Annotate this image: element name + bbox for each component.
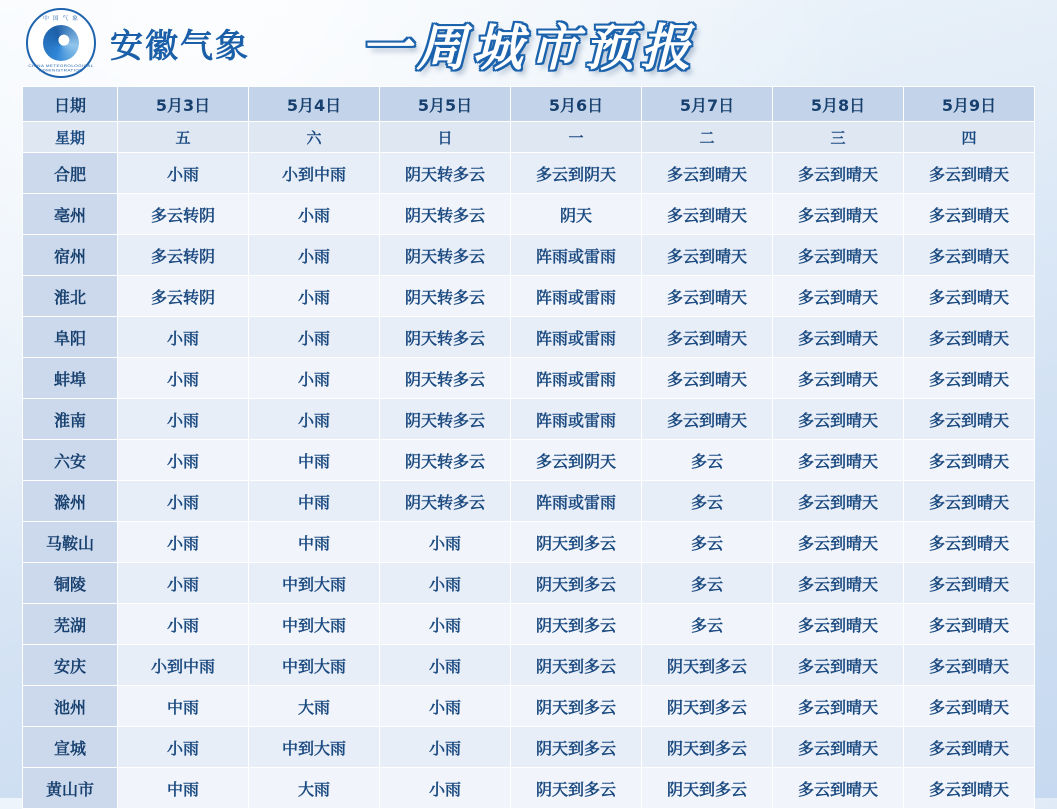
forecast-cell: 多云到晴天	[904, 563, 1035, 604]
table-row	[23, 522, 1035, 563]
forecast-cell: 多云到晴天	[904, 153, 1035, 194]
forecast-cell: 阴天到多云	[511, 768, 642, 809]
forecast-cell: 小雨	[118, 399, 249, 440]
forecast-cell: 多云到晴天	[773, 604, 904, 645]
forecast-cell: 多云	[642, 440, 773, 481]
forecast-cell: 小到中雨	[249, 153, 380, 194]
forecast-cell: 小雨	[249, 399, 380, 440]
forecast-cell: 阴天到多云	[511, 563, 642, 604]
forecast-cell: 大雨	[249, 768, 380, 809]
table-row	[23, 768, 1035, 809]
city-label: 滁州	[23, 481, 118, 522]
forecast-cell: 多云到阴天	[511, 153, 642, 194]
forecast-cell: 小雨	[249, 358, 380, 399]
city-label: 淮南	[23, 399, 118, 440]
forecast-cell: 多云到晴天	[773, 153, 904, 194]
date-header-6: 5月9日	[904, 87, 1035, 122]
forecast-cell: 多云到晴天	[773, 727, 904, 768]
forecast-cell: 多云到晴天	[904, 276, 1035, 317]
city-label: 亳州	[23, 194, 118, 235]
weekday-3: 一	[511, 122, 642, 153]
forecast-cell: 小到中雨	[118, 645, 249, 686]
table-row	[23, 645, 1035, 686]
forecast-cell: 阴天到多云	[511, 522, 642, 563]
forecast-cell: 阴天到多云	[511, 727, 642, 768]
forecast-cell: 多云到晴天	[773, 645, 904, 686]
weekday-5: 三	[773, 122, 904, 153]
forecast-cell: 多云	[642, 522, 773, 563]
forecast-cell: 多云转阴	[118, 194, 249, 235]
forecast-cell: 多云到阴天	[511, 440, 642, 481]
forecast-cell: 多云到晴天	[904, 440, 1035, 481]
forecast-cell: 中雨	[118, 686, 249, 727]
city-label: 池州	[23, 686, 118, 727]
forecast-cell: 多云到晴天	[773, 317, 904, 358]
forecast-cell: 多云	[642, 604, 773, 645]
city-label: 黄山市	[23, 768, 118, 809]
page-title: 一周城市预报	[360, 18, 697, 77]
forecast-cell: 中到大雨	[249, 727, 380, 768]
city-label: 宿州	[23, 235, 118, 276]
forecast-cell: 小雨	[380, 727, 511, 768]
forecast-cell: 多云到晴天	[904, 235, 1035, 276]
table-row	[23, 235, 1035, 276]
city-label: 马鞍山	[23, 522, 118, 563]
table-row	[23, 276, 1035, 317]
table-row	[23, 194, 1035, 235]
forecast-cell: 小雨	[118, 604, 249, 645]
city-label: 铜陵	[23, 563, 118, 604]
forecast-cell: 小雨	[249, 317, 380, 358]
table-row	[23, 358, 1035, 399]
forecast-cell: 小雨	[118, 727, 249, 768]
forecast-cell: 小雨	[118, 522, 249, 563]
forecast-table	[22, 86, 1035, 809]
forecast-cell: 多云到晴天	[904, 194, 1035, 235]
forecast-cell: 阴天转多云	[380, 317, 511, 358]
forecast-cell: 小雨	[118, 563, 249, 604]
logo-swirl-icon	[43, 25, 79, 61]
weekday-label: 星期	[23, 122, 118, 153]
table-row	[23, 481, 1035, 522]
forecast-cell: 多云到晴天	[904, 645, 1035, 686]
forecast-cell: 小雨	[380, 768, 511, 809]
forecast-cell: 阴天转多云	[380, 358, 511, 399]
forecast-cell: 多云到晴天	[904, 317, 1035, 358]
city-label: 阜阳	[23, 317, 118, 358]
table-row	[23, 604, 1035, 645]
forecast-cell: 阴天到多云	[642, 768, 773, 809]
date-header-2: 5月5日	[380, 87, 511, 122]
forecast-cell: 多云到晴天	[642, 399, 773, 440]
weekday-2: 日	[380, 122, 511, 153]
forecast-cell: 中到大雨	[249, 645, 380, 686]
forecast-cell: 阴天到多云	[511, 686, 642, 727]
forecast-cell: 阴天转多云	[380, 440, 511, 481]
forecast-cell: 多云到晴天	[904, 768, 1035, 809]
forecast-cell: 多云到晴天	[773, 440, 904, 481]
brand-name: 安徽气象	[110, 25, 250, 65]
cma-logo-icon	[26, 8, 96, 78]
forecast-cell: 阵雨或雷雨	[511, 481, 642, 522]
forecast-cell: 阴天转多云	[380, 194, 511, 235]
forecast-cell: 多云到晴天	[904, 522, 1035, 563]
forecast-cell: 阴天到多云	[511, 604, 642, 645]
table-row	[23, 686, 1035, 727]
forecast-cell: 小雨	[118, 481, 249, 522]
table-row	[23, 317, 1035, 358]
forecast-cell: 中雨	[118, 768, 249, 809]
forecast-cell: 阴天到多云	[642, 645, 773, 686]
forecast-cell: 小雨	[249, 235, 380, 276]
forecast-cell: 多云到晴天	[773, 399, 904, 440]
city-label: 六安	[23, 440, 118, 481]
forecast-cell: 阵雨或雷雨	[511, 317, 642, 358]
weekday-0: 五	[118, 122, 249, 153]
forecast-cell: 多云到晴天	[642, 317, 773, 358]
forecast-cell: 中到大雨	[249, 563, 380, 604]
forecast-cell: 大雨	[249, 686, 380, 727]
forecast-cell: 多云到晴天	[773, 194, 904, 235]
weekday-6: 四	[904, 122, 1035, 153]
forecast-cell: 小雨	[380, 645, 511, 686]
forecast-cell: 小雨	[380, 522, 511, 563]
city-label: 蚌埠	[23, 358, 118, 399]
city-label: 芜湖	[23, 604, 118, 645]
forecast-cell: 小雨	[380, 686, 511, 727]
forecast-cell: 阵雨或雷雨	[511, 235, 642, 276]
forecast-cell: 多云到晴天	[773, 235, 904, 276]
forecast-cell: 多云到晴天	[642, 153, 773, 194]
forecast-cell: 小雨	[118, 440, 249, 481]
forecast-cell: 小雨	[380, 563, 511, 604]
forecast-cell: 阴天到多云	[511, 645, 642, 686]
forecast-cell: 小雨	[380, 604, 511, 645]
forecast-cell: 多云到晴天	[642, 194, 773, 235]
forecast-cell: 阴天	[511, 194, 642, 235]
weekday-row	[23, 122, 1035, 153]
city-label: 安庆	[23, 645, 118, 686]
forecast-cell: 多云转阴	[118, 276, 249, 317]
forecast-cell: 中雨	[249, 440, 380, 481]
date-header-1: 5月4日	[249, 87, 380, 122]
forecast-cell: 多云转阴	[118, 235, 249, 276]
forecast-cell: 多云到晴天	[904, 481, 1035, 522]
forecast-cell: 小雨	[118, 317, 249, 358]
forecast-cell: 阴天转多云	[380, 153, 511, 194]
forecast-cell: 多云到晴天	[773, 276, 904, 317]
forecast-cell: 多云到晴天	[773, 481, 904, 522]
city-label: 合肥	[23, 153, 118, 194]
forecast-cell: 多云到晴天	[773, 563, 904, 604]
forecast-table-wrap	[0, 86, 1057, 809]
date-header-4: 5月7日	[642, 87, 773, 122]
forecast-cell: 阴天转多云	[380, 399, 511, 440]
forecast-cell: 多云到晴天	[904, 399, 1035, 440]
forecast-cell: 阴天到多云	[642, 686, 773, 727]
logo-ring-bottom-text: CHINA METEOROLOGICAL ADMINISTRATION	[28, 63, 94, 73]
table-row	[23, 153, 1035, 194]
forecast-cell: 多云到晴天	[642, 276, 773, 317]
forecast-cell: 多云	[642, 481, 773, 522]
forecast-cell: 多云到晴天	[773, 358, 904, 399]
forecast-cell: 阵雨或雷雨	[511, 276, 642, 317]
forecast-cell: 多云	[642, 563, 773, 604]
forecast-cell: 小雨	[249, 194, 380, 235]
forecast-cell: 中到大雨	[249, 604, 380, 645]
forecast-cell: 小雨	[118, 358, 249, 399]
forecast-cell: 多云到晴天	[904, 727, 1035, 768]
city-label: 淮北	[23, 276, 118, 317]
forecast-cell: 阴天到多云	[642, 727, 773, 768]
forecast-cell: 多云到晴天	[904, 358, 1035, 399]
page-header	[0, 0, 1057, 86]
forecast-cell: 阵雨或雷雨	[511, 358, 642, 399]
forecast-cell: 阴天转多云	[380, 235, 511, 276]
table-row	[23, 727, 1035, 768]
forecast-cell: 多云到晴天	[773, 686, 904, 727]
forecast-cell: 阴天转多云	[380, 481, 511, 522]
corner-label: 日期	[23, 87, 118, 122]
city-label: 宣城	[23, 727, 118, 768]
table-header-row	[23, 87, 1035, 122]
date-header-0: 5月3日	[118, 87, 249, 122]
forecast-cell: 小雨	[249, 276, 380, 317]
forecast-cell: 阵雨或雷雨	[511, 399, 642, 440]
logo-ring-top-text: 中 国 气 象	[42, 16, 79, 22]
forecast-cell: 多云到晴天	[773, 522, 904, 563]
forecast-cell: 多云到晴天	[642, 358, 773, 399]
forecast-cell: 多云到晴天	[904, 604, 1035, 645]
forecast-cell: 多云到晴天	[904, 686, 1035, 727]
date-header-5: 5月8日	[773, 87, 904, 122]
table-row	[23, 563, 1035, 604]
table-row	[23, 440, 1035, 481]
weekday-1: 六	[249, 122, 380, 153]
forecast-cell: 阴天转多云	[380, 276, 511, 317]
table-row	[23, 399, 1035, 440]
forecast-cell: 多云到晴天	[773, 768, 904, 809]
date-header-3: 5月6日	[511, 87, 642, 122]
forecast-cell: 多云到晴天	[642, 235, 773, 276]
forecast-cell: 中雨	[249, 522, 380, 563]
forecast-cell: 小雨	[118, 153, 249, 194]
forecast-cell: 中雨	[249, 481, 380, 522]
weekday-4: 二	[642, 122, 773, 153]
